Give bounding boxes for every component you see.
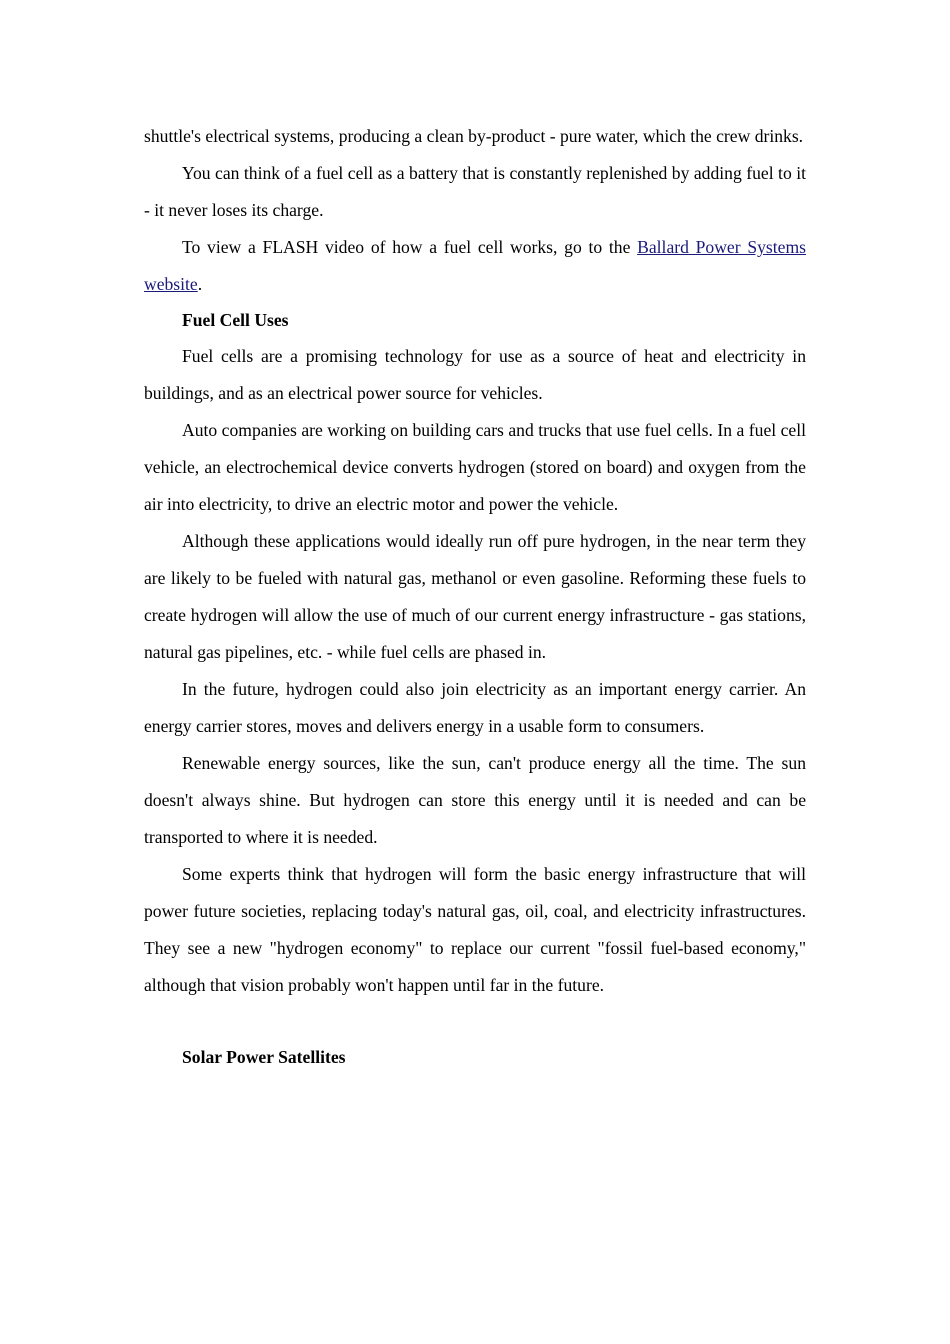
paragraph-uses-reforming: Although these applications would ideally run off pure hydrogen, in the near term they are likely to be fueled with natural gas, methanol or even gasoline. Reforming these fuels to create hydrogen will allow the use of much of our current energy infrastructure - gas stations, natural gas pipelines, etc. - while fuel cells are phased in. <box>144 531 806 662</box>
document-page <box>144 118 806 1075</box>
flash-text-before: To view a FLASH video of how a fuel cell works, go to the <box>182 237 638 257</box>
heading-solar-power-satellites: Solar Power Satellites <box>182 1047 346 1067</box>
paragraph-shuttle-water: shuttle's electrical systems, producing a clean by-product - pure water, which the crew drinks. <box>144 126 804 146</box>
paragraph-energy-carrier: In the future, hydrogen could also join electricity as an important energy carrier. An energy carrier stores, moves and delivers energy in a usable form to consumers. <box>144 679 806 736</box>
paragraph-flash-video <box>144 229 806 303</box>
ballard-power-link[interactable]: Ballard Power Systems website <box>144 237 806 294</box>
paragraph-uses-buildings: Fuel cells are a promising technology for use as a source of heat and electricity in buildings, and as an electrical power source for vehicles. <box>144 346 806 403</box>
paragraph-uses-vehicles: Auto companies are working on building cars and trucks that use fuel cells. In a fuel cell vehicle, an electrochemical device converts hydrogen (stored on board) and oxygen from the air into electricity, to drive an electric motor and power the vehicle. <box>144 420 806 514</box>
paragraph-renewable-storage: Renewable energy sources, like the sun, can't produce energy all the time. The sun doesn't always shine. But hydrogen can store this energy until it is needed and can be transported to where it is needed. <box>144 753 806 847</box>
paragraph-battery-analogy: You can think of a fuel cell as a battery that is constantly replenished by adding fuel to it - it never loses its charge. <box>144 163 806 220</box>
paragraph-hydrogen-economy: Some experts think that hydrogen will form the basic energy infrastructure that will power future societies, replacing today's natural gas, oil, coal, and electricity infrastructures. They see a new "hydrogen economy" to replace our current "fossil fuel-based economy," although that vision probably won't happen until far in the future. <box>144 864 806 995</box>
flash-text-after: . <box>197 274 203 294</box>
heading-fuel-cell-uses: Fuel Cell Uses <box>182 310 289 330</box>
